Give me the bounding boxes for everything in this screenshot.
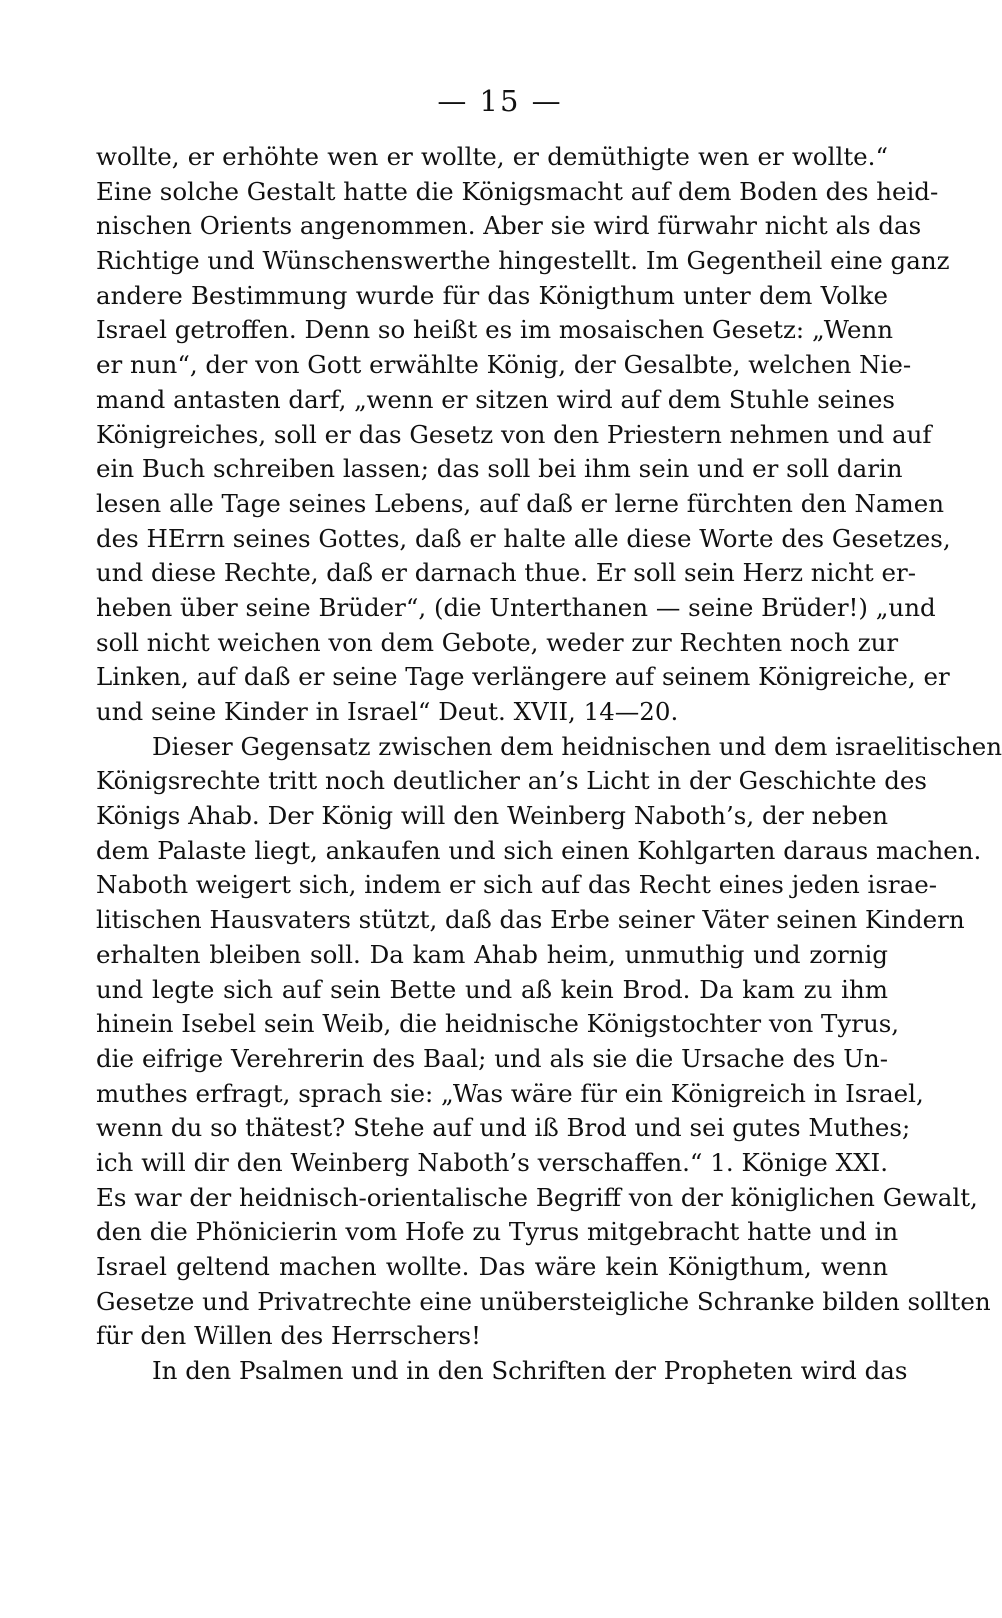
text-line: Israel geltend machen wollte. Das wäre kein Königthum, wenn: [96, 1252, 888, 1281]
text-line: muthes erfragt, sprach sie: „Was wäre für ein Königreich in Israel,: [96, 1078, 924, 1108]
text-line: heben über seine Brüder“, (die Unterthanen — seine Brüder!) „und: [96, 592, 936, 622]
text-line: Königs Ahab. Der König will den Weinberg Naboth’s, der neben: [96, 801, 888, 831]
text-line: litischen Hausvaters stützt, daß das Erbe seiner Väter seinen Kindern: [96, 905, 965, 935]
text-line: dem Palaste liegt, ankaufen und sich einen Kohlgarten daraus machen.: [96, 835, 982, 865]
text-line: und legte sich auf sein Bette und aß kein Brod. Da kam zu ihm: [96, 974, 888, 1004]
text-line: hinein Isebel sein Weib, die heidnische Königstochter von Tyrus,: [96, 1009, 900, 1039]
text-line: wollte, er erhöhte wen er wollte, er demüthigte wen er wollte.“: [96, 142, 888, 171]
body-text: [96, 140, 1002, 1389]
text-line: Königreiches, soll er das Gesetz von den Priestern nehmen und auf: [96, 419, 932, 449]
text-line: Richtige und Wünschenswerthe hingestellt. Im Gegentheil eine ganz: [96, 246, 950, 276]
text-line: Naboth weigert sich, indem er sich auf das Recht eines jeden israe-: [96, 870, 938, 900]
text-line: und seine Kinder in Israel“ Deut. XVII, 14—20.: [96, 697, 679, 726]
text-line: In den Psalmen und in den Schriften der Propheten wird das: [152, 1356, 908, 1386]
text-line: Eine solche Gestalt hatte die Königsmacht auf dem Boden des heid-: [96, 176, 939, 206]
text-line: andere Bestimmung wurde für das Königthum unter dem Volke: [96, 280, 888, 310]
text-line: Es war der heidnisch-orientalische Begriff von der königlichen Gewalt,: [96, 1182, 978, 1212]
text-line: nischen Orients angenommen. Aber sie wird fürwahr nicht als das: [96, 211, 922, 241]
paragraph-3: [96, 1354, 908, 1389]
text-line: Dieser Gegensatz zwischen dem heidnischen und dem israelitischen: [152, 731, 1002, 761]
text-line: den die Phönicierin vom Hofe zu Tyrus mitgebracht hatte und in: [96, 1217, 899, 1247]
text-line: wenn du so thätest? Stehe auf und iß Brod und sei gutes Muthes;: [96, 1113, 911, 1143]
text-line: Linken, auf daß er seine Tage verlängere auf seinem Königreiche, er: [96, 662, 950, 692]
text-line: und diese Rechte, daß er darnach thue. Er soll sein Herz nicht er-: [96, 558, 917, 588]
text-line: des HErrn seines Gottes, daß er halte alle diese Worte des Gesetzes,: [96, 523, 951, 553]
text-line: erhalten bleiben soll. Da kam Ahab heim, unmuthig und zornig: [96, 939, 888, 969]
paragraph-1: [96, 140, 951, 730]
text-line: mand antasten darf, „wenn er sitzen wird auf dem Stuhle seines: [96, 384, 895, 414]
paragraph-2: [96, 730, 1002, 1354]
text-line: für den Willen des Herrschers!: [96, 1321, 481, 1351]
text-line: er nun“, der von Gott erwählte König, der Gesalbte, welchen Nie-: [96, 350, 912, 380]
text-line: Israel getroffen. Denn so heißt es im mosaischen Gesetz: „Wenn: [96, 315, 894, 345]
text-line: Königsrechte tritt noch deutlicher an’s Licht in der Geschichte des: [96, 766, 928, 796]
text-line: lesen alle Tage seines Lebens, auf daß er lerne fürchten den Namen: [96, 488, 945, 518]
page-number: — 15 —: [437, 84, 563, 118]
text-line: die eifrige Verehrerin des Baal; und als sie die Ursache des Un-: [96, 1043, 888, 1073]
text-line: Gesetze und Privatrechte eine unübersteigliche Schranke bilden sollten: [96, 1286, 991, 1316]
text-line: soll nicht weichen von dem Gebote, weder zur Rechten noch zur: [96, 627, 899, 657]
text-line: ich will dir den Weinberg Naboth’s verschaffen.“ 1. Könige XXI.: [96, 1147, 888, 1177]
text-line: ein Buch schreiben lassen; das soll bei ihm sein und er soll darin: [96, 454, 903, 484]
